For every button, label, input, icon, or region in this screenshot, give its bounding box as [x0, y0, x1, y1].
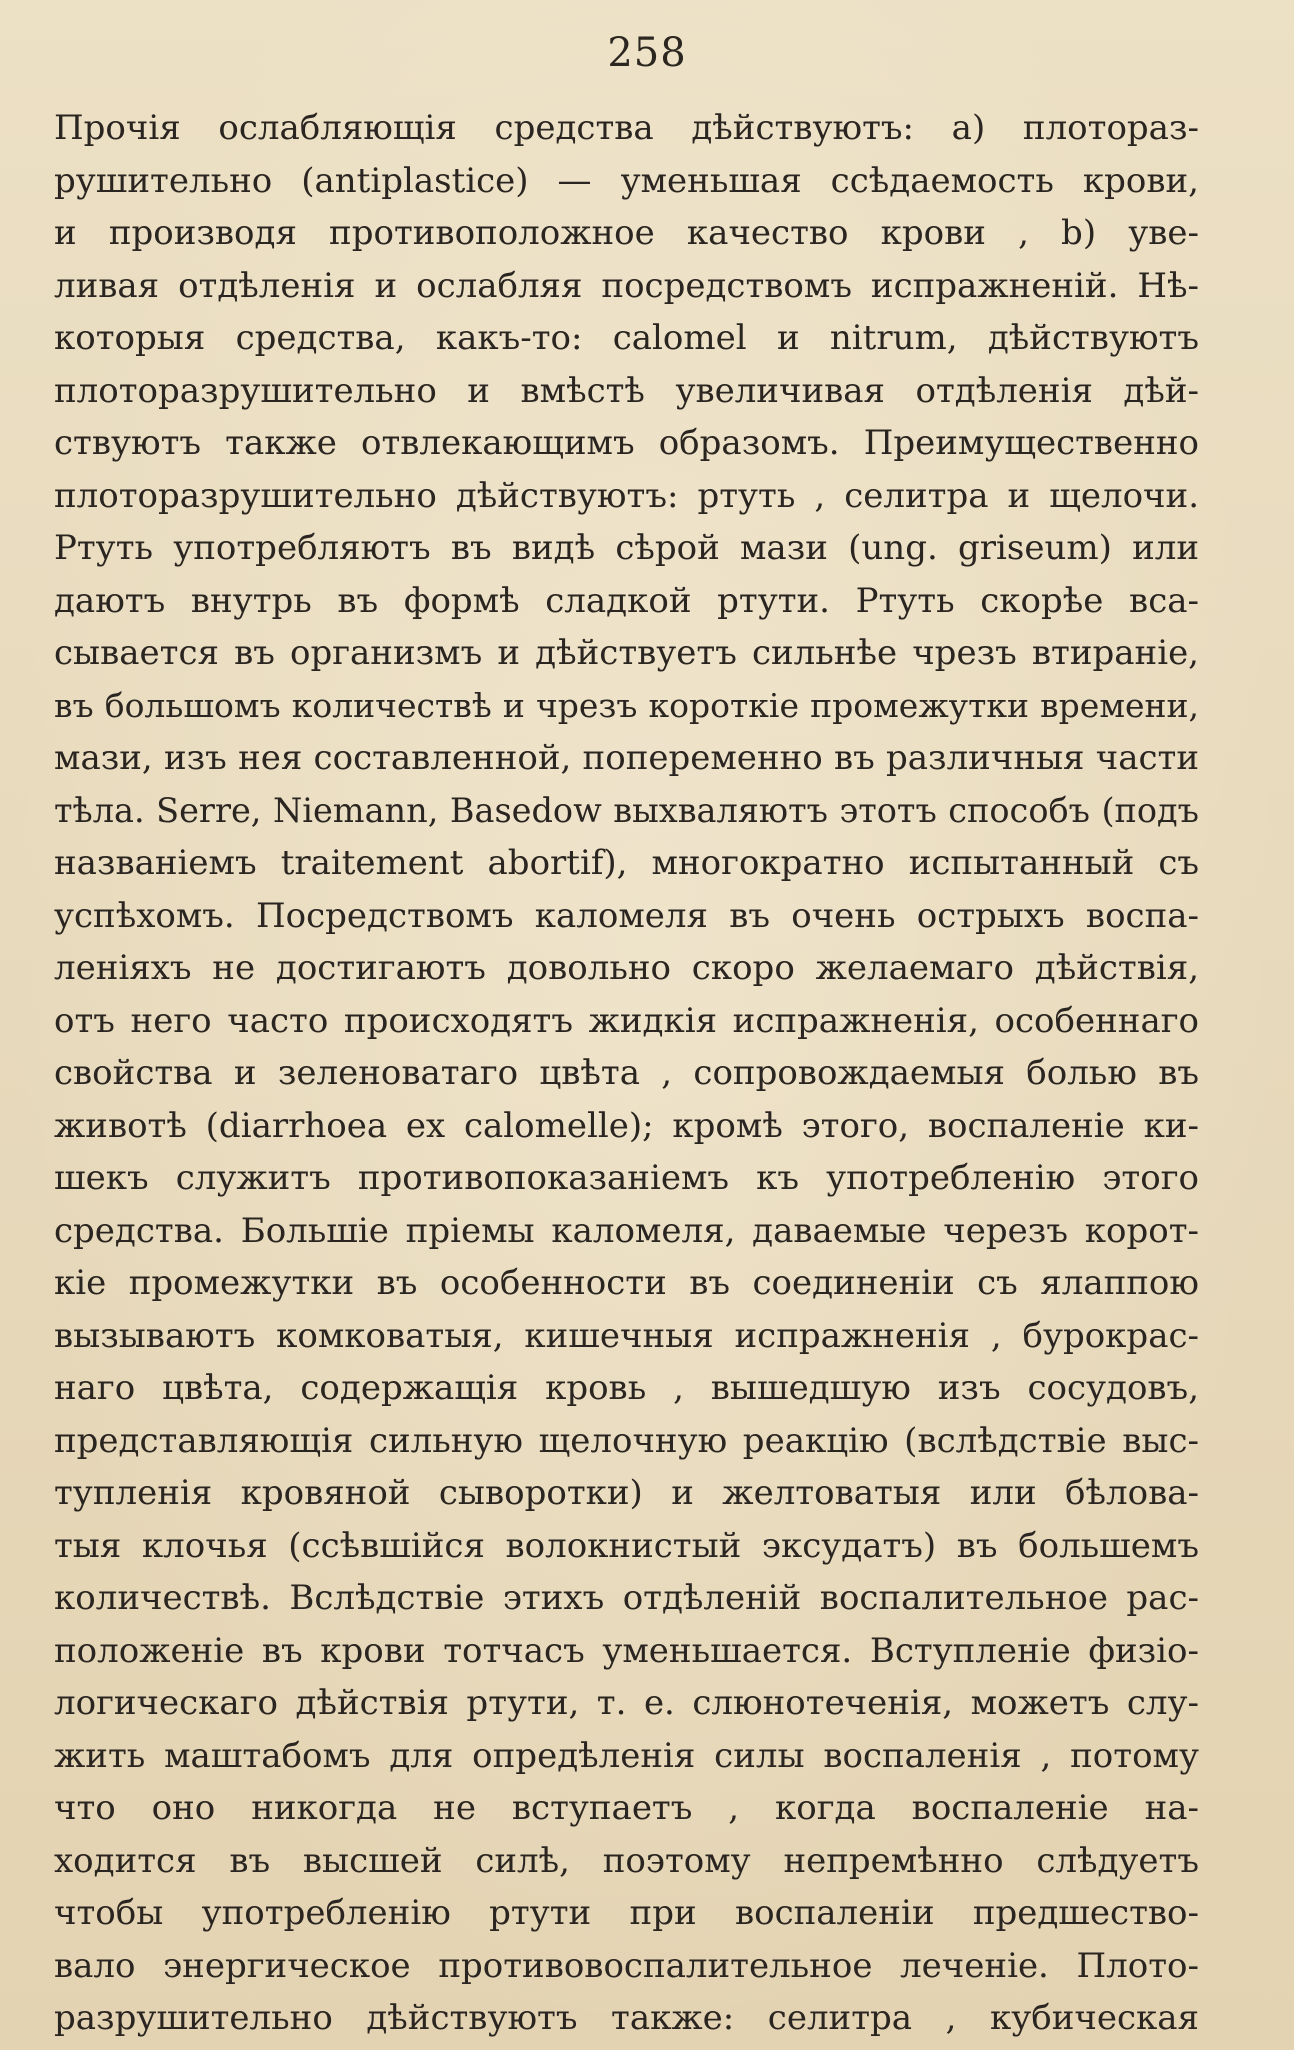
text-line: тѣла. Serre, Niemann, Basedow выхваляютъ этотъ способъ (подъ — [54, 790, 1199, 830]
text-line: плоторазрушительно и вмѣстѣ увеличивая отдѣленія дѣй- — [54, 370, 1199, 411]
text-line: тупленія кровяной сыворотки) и желтоватыя или бѣлова- — [54, 1473, 1199, 1513]
text-line: свойства и зеленоватаго цвѣта , сопровождаемыя болью въ — [54, 1053, 1199, 1093]
text-line: названіемъ traitement abortif), многократно испытанный съ — [54, 843, 1199, 883]
text-line: разрушительно дѣйствуютъ также: селитра , кубическая — [54, 1998, 1199, 2038]
text-line: и производя противоположное качество крови , b) уве- — [54, 213, 1199, 253]
text-line: жить маштабомъ для опредѣленія силы воспаленія , потому — [54, 1735, 1199, 1776]
text-line: чтобы употребленію ртути при воспаленіи предшество- — [54, 1893, 1199, 1933]
text-line: наго цвѣта, содержащія кровь , вышедшую изъ сосудовъ, — [54, 1368, 1199, 1408]
text-line: мази, изъ нея составленной, попеременно въ различныя части — [54, 738, 1199, 778]
text-line: логическаго дѣйствія ртути, т. е. слюнотеченія, можетъ слу- — [54, 1683, 1199, 1723]
text-line: даютъ внутрь въ формѣ сладкой ртути. Ртуть скорѣе вса- — [54, 580, 1199, 621]
text-body — [54, 102, 1199, 2045]
text-line: положеніе въ крови тотчасъ уменьшается. Вступленіе физіо- — [54, 1630, 1199, 1671]
text-line: животѣ (diarrhoea ex calomelle); кромѣ этого, воспаленіе ки- — [54, 1105, 1199, 1146]
text-line: Прочія ослабляющія средства дѣйствуютъ: а) плотораз- — [54, 108, 1199, 148]
text-line: леніяхъ не достигаютъ довольно скоро желаемаго дѣйствія, — [54, 948, 1199, 988]
text-line: рушительно (antiplastice) — уменьшая ссѣдаемость крови, — [54, 160, 1199, 201]
text-line: тыя клочья (ссѣвшійся волокнистый эксудатъ) въ большемъ — [54, 1525, 1199, 1566]
text-line: сывается въ организмъ и дѣйствуетъ сильнѣе чрезъ втираніе, — [54, 633, 1199, 673]
text-line: ходится въ высшей силѣ, поэтому непремѣнно слѣдуетъ — [54, 1840, 1199, 1881]
text-line: плоторазрушительно дѣйствуютъ: ртуть , селитра и щелочи. — [54, 475, 1199, 516]
text-line: кіе промежутки въ особенности въ соединеніи съ ялаппою — [54, 1263, 1199, 1303]
text-line: вало энергическое противовоспалительное леченіе. Плото- — [54, 1945, 1199, 1986]
text-line: шекъ служитъ противопоказаніемъ къ употребленію этого — [54, 1158, 1199, 1198]
text-line: Ртуть употребляютъ въ видѣ сѣрой мази (ung. griseum) или — [54, 528, 1199, 568]
text-line: успѣхомъ. Посредствомъ каломеля въ очень острыхъ воспа- — [54, 895, 1199, 936]
page-number: 258 — [607, 30, 687, 76]
text-line: вызываютъ комковатыя, кишечныя испражненія , бурокрас- — [54, 1315, 1199, 1356]
text-line: въ большомъ количествѣ и чрезъ короткіе промежутки времени, — [54, 685, 1199, 725]
text-line: отъ него часто происходятъ жидкія испражненія, особеннаго — [54, 1000, 1199, 1041]
text-line: средства. Большіе пріемы каломеля, даваемые черезъ корот- — [54, 1210, 1199, 1251]
text-line: ствуютъ также отвлекающимъ образомъ. Преимущественно — [54, 423, 1199, 463]
text-line: которыя средства, какъ-то: calomel и nitrum, дѣйствуютъ — [54, 318, 1199, 358]
text-line: количествѣ. Вслѣдствіе этихъ отдѣленій воспалительное рас- — [54, 1578, 1199, 1618]
text-line: представляющія сильную щелочную реакцію (вслѣдствіе выс- — [54, 1420, 1199, 1461]
text-line: что оно никогда не вступаетъ , когда воспаленіе на- — [54, 1788, 1199, 1828]
text-line: ливая отдѣленія и ослабляя посредствомъ испражненій. Нѣ- — [54, 265, 1199, 306]
